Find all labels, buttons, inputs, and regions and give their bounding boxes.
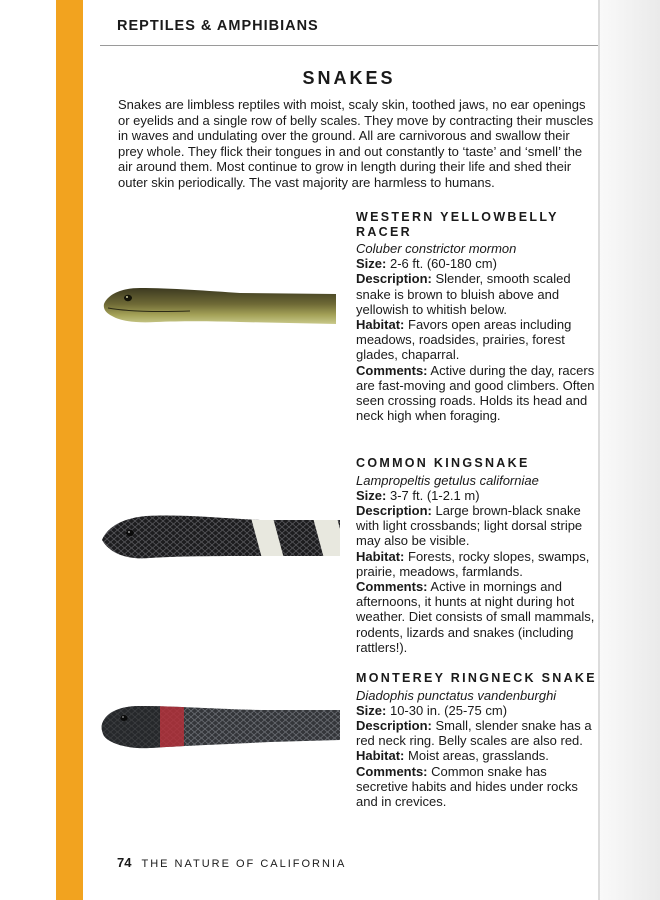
comments-line	[356, 579, 602, 655]
habitat-value: Forests, rocky slopes, swamps, prairie, meadows, farmlands.	[356, 548, 590, 579]
description-label: Description:	[356, 717, 432, 733]
habitat-label: Habitat:	[356, 748, 405, 764]
species-entry	[356, 671, 602, 809]
comments-label: Comments:	[356, 362, 428, 378]
size-line	[356, 703, 602, 718]
habitat-label: Habitat:	[356, 548, 405, 564]
habitat-label: Habitat:	[356, 317, 405, 333]
description-line	[356, 503, 602, 549]
habitat-line	[356, 748, 602, 763]
description-value: Slender, smooth scaled snake is brown to bluish above and yellowish to whitish below.	[356, 271, 571, 317]
comments-label: Comments:	[356, 578, 428, 594]
comments-line	[356, 363, 602, 424]
description-value: Large brown-black snake with light crossbands; light dorsal stripe may also be visible.	[356, 502, 583, 549]
racer-snake-illustration	[100, 278, 336, 340]
page-number: 74	[117, 855, 132, 870]
habitat-value: Favors open areas including meadows, roadsides, prairies, forest glades, chaparral.	[356, 317, 572, 363]
comments-value: Active during the day, racers are fast-moving and good climbers. Often seen crossing roads. Holds its head and neck high when foraging.	[356, 362, 595, 424]
section-tab-bar	[56, 0, 83, 900]
page-footer	[117, 855, 346, 870]
species-name: WESTERN YELLOWBELLY RACER	[356, 210, 559, 239]
scientific-name: Lampropeltis getulus californiae	[356, 472, 539, 488]
habitat-line	[356, 317, 602, 363]
kingsnake-illustration	[100, 506, 340, 566]
size-label: Size:	[356, 702, 387, 718]
ringneck-snake-illustration	[100, 702, 340, 758]
species-name: COMMON KINGSNAKE	[356, 456, 530, 470]
comments-line	[356, 764, 602, 810]
description-label: Description:	[356, 502, 432, 518]
size-value: 2-6 ft. (60-180 cm)	[389, 256, 497, 272]
description-label: Description:	[356, 271, 432, 287]
header-divider	[100, 45, 598, 46]
book-title: THE NATURE OF CALIFORNIA	[141, 858, 347, 870]
size-value: 3-7 ft. (1-2.1 m)	[389, 487, 480, 503]
section-header: REPTILES & AMPHIBIANS	[117, 18, 319, 34]
scientific-name: Diadophis punctatus vandenburghi	[356, 687, 557, 703]
size-line	[356, 256, 602, 271]
comments-label: Comments:	[356, 763, 428, 779]
species-name: MONTEREY RINGNECK SNAKE	[356, 671, 597, 685]
intro-paragraph: Snakes are limbless reptiles with moist, scaly skin, toothed jaws, no ear openings or eyelids and a single row of belly scales. They move by contracting their muscles in waves and undulating over the ground. All are carnivorous and swallow their prey whole. They flick their tongues in and out constantly to ‘taste’ and ‘smell’ the air around them. Most continue to grow in length during their life and shed their outer skin periodically. The vast majority are harmless to humans.	[118, 97, 594, 190]
comments-value: Active in mornings and afternoons, it hunts at night during hot weather. Diet consists of small mammals, rodents, lizards and snakes (including rattlers!).	[356, 578, 595, 655]
description-value: Small, slender snake has a red neck ring. Belly scales are also red.	[356, 717, 592, 749]
description-line	[356, 718, 602, 748]
page-title: SNAKES	[302, 68, 396, 88]
comments-value: Common snake has secretive habits and hides under rocks and in crevices.	[356, 763, 578, 809]
description-line	[356, 271, 602, 317]
scientific-name: Coluber constrictor mormon	[356, 241, 517, 256]
habitat-value: Moist areas, grasslands.	[408, 748, 549, 764]
size-value: 10-30 in. (25-75 cm)	[389, 702, 508, 718]
size-label: Size:	[356, 487, 387, 503]
species-entry	[356, 210, 602, 423]
size-line	[356, 488, 602, 503]
species-entry	[356, 456, 602, 655]
size-label: Size:	[356, 256, 387, 272]
habitat-line	[356, 549, 602, 579]
page-edge	[598, 0, 660, 900]
